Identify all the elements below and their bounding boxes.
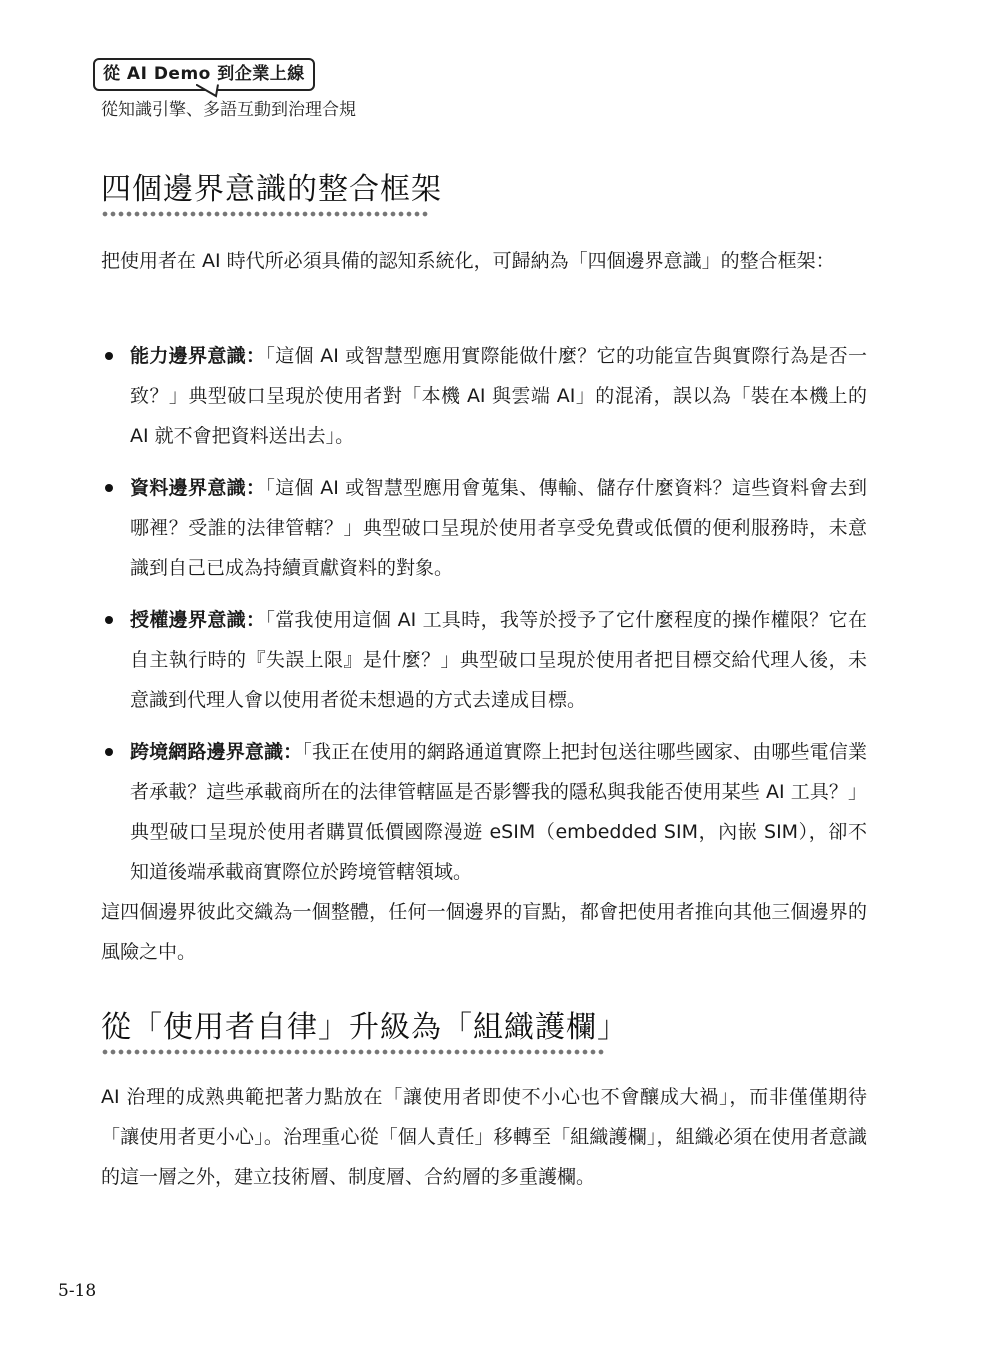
list-item-text: 「當我使用這個 AI 工具時，我等於授予了它什麼程度的操作權限？它在自主執行時的『失誤上限』是什麼？」典型破口呈現於使用者把目標交給代理人後，未意識到代理人會以使用者從未想過的方式去達成目標。 [130,609,867,711]
guardrails-paragraph: AI 治理的成熟典範把著力點放在「讓使用者即使不小心也不會釀成大禍」，而非僅僅期待「讓使用者更小心」。治理重心從「個人責任」移轉至「組織護欄」，組織必須在使用者意識的這一層之外，建立技術層、制度層、合約層的多重護欄。 [101,1086,867,1188]
bullet-icon [105,748,113,756]
section-heading-guardrails: 從「使用者自律」升級為「組織護欄」 [101,1010,628,1045]
list-item [101,600,867,720]
heading-dotted-underline [101,1049,605,1055]
list-item [101,732,867,892]
book-subtitle: 從知識引擎、多語互動到治理合規 [101,100,356,120]
page-number: 5-18 [58,1281,97,1301]
list-item-term: 能力邊界意識： [130,345,266,367]
list-item-text: 「這個 AI 或智慧型應用會蒐集、傳輸、儲存什麼資料？這些資料會去到哪裡？受誰的法律管轄？」典型破口呈現於使用者享受免費或低價的便利服務時，未意識到自己已成為持續貢獻資料的對象。 [130,477,867,579]
book-title: 從 AI Demo 到企業上線 [103,64,305,84]
intro-paragraph: 把使用者在 AI 時代所必須具備的認知系統化，可歸納為「四個邊界意識」的整合框架： [101,250,835,272]
list-item [101,468,867,588]
bullet-icon [105,616,113,624]
bullet-icon [105,352,113,360]
section-heading-framework: 四個邊界意識的整合框架 [101,172,442,207]
list-item-text: 「這個 AI 或智慧型應用實際能做什麼？它的功能宣告與實際行為是否一致？」典型破口呈現於使用者對「本機 AI 與雲端 AI」的混淆，誤以為「裝在本機上的 AI 就不會把資料送出去」。 [130,345,867,447]
list-item-term: 跨境網路邊界意識： [130,741,303,763]
heading-dotted-underline [101,211,429,217]
closing-paragraph: 這四個邊界彼此交織為一個整體，任何一個邊界的盲點，都會把使用者推向其他三個邊界的風險之中。 [101,901,867,963]
bullet-icon [105,484,113,492]
list-item-term: 資料邊界意識： [130,477,266,499]
boundary-awareness-list [101,336,867,904]
list-item-term: 授權邊界意識： [130,609,266,631]
list-item [101,336,867,456]
list-item-text: 「我正在使用的網路通道實際上把封包送往哪些國家、由哪些電信業者承載？這些承載商所在的法律管轄區是否影響我的隱私與我能否使用某些 AI 工具？」典型破口呈現於使用者購買低價國際漫遊 eSIM（embedded SIM，內嵌 SIM），卻不知道後端承載商實際位於跨境管轄領域。 [130,741,867,883]
